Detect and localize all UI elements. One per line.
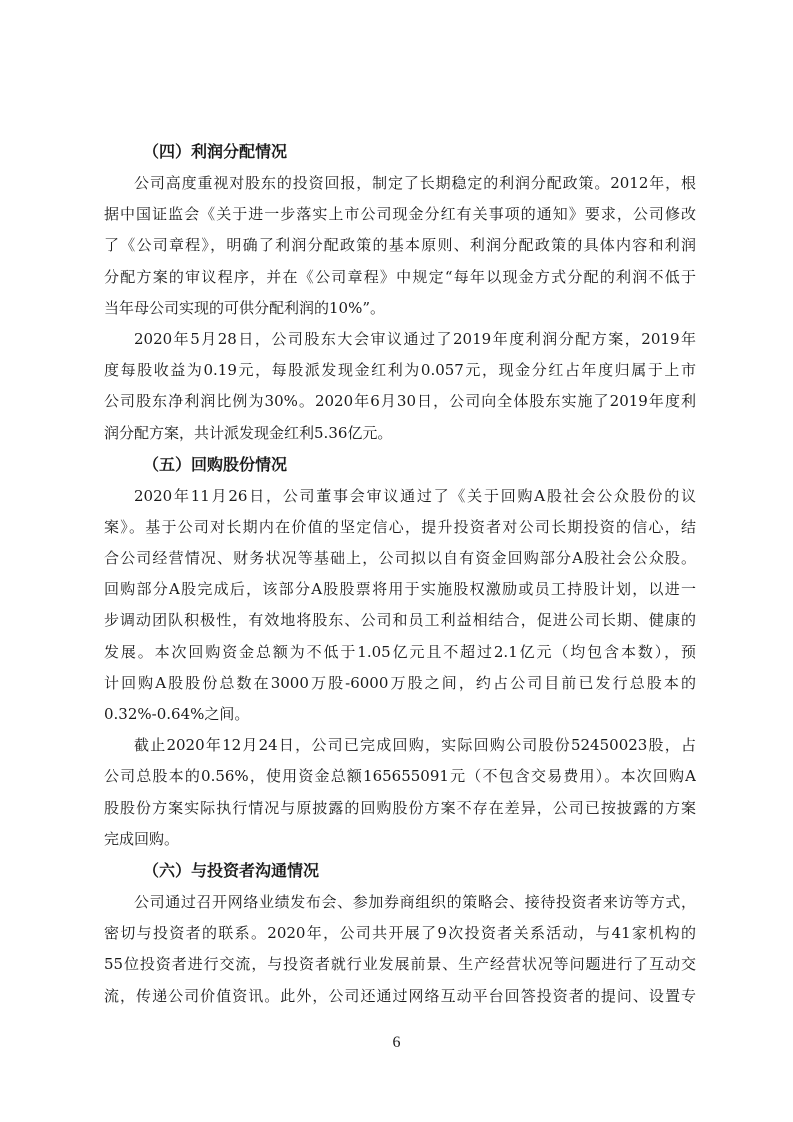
section-investor-communication — [104, 855, 696, 1012]
paragraph-buyback-completion — [104, 730, 696, 855]
text-line: 当年母公司实现的可供分配利润的10%”。 — [104, 298, 386, 317]
text-line: 55位投资者进行交流，与投资者就行业发展前景、生产经营状况等问题进行了互动交 — [104, 955, 696, 974]
paragraph-buyback-plan — [104, 481, 696, 731]
text-line: 公司高度重视对股东的投资回报，制定了长期稳定的利润分配政策。2012年，根 — [134, 174, 696, 192]
text-line: 截止2020年12月24日，公司已完成回购，实际回购公司股份52450023股，占 — [134, 736, 696, 755]
text-line: 据中国证监会《关于进一步落实上市公司现金分红有关事项的通知》要求，公司修改 — [104, 205, 696, 224]
text-line: 案》。基于公司对长期内在价值的坚定信心，提升投资者对公司长期投资的信心，结 — [104, 517, 696, 536]
paragraph-investor-relations — [104, 887, 696, 1012]
paragraph-profit-policy — [104, 168, 696, 324]
text-line: 0.32%-0.64%之间。 — [104, 705, 250, 723]
section-profit-distribution — [104, 136, 696, 449]
section-heading: （六）与投资者沟通情况 — [143, 860, 320, 880]
text-line: 2020年5月28日，公司股东大会审议通过了2019年度利润分配方案，2019年 — [134, 329, 696, 348]
text-line: 回购部分A股完成后，该部分A股股票将用于实施股权激励或员工持股计划，以进一 — [104, 580, 696, 599]
text-line: 润分配方案，共计派发现金红利5.36亿元。 — [104, 423, 393, 442]
page-number: 6 — [392, 1034, 401, 1051]
text-line: 度每股收益为0.19元，每股派发现金红利为0.057元，现金分红占年度归属于上市 — [104, 361, 696, 380]
text-line: 股股份方案实际执行情况与原披露的回购股份方案不存在差异，公司已按披露的方案 — [104, 798, 696, 817]
text-line: 流，传递公司价值资讯。此外，公司还通过网络互动平台回答投资者的提问、设置专 — [104, 986, 696, 1005]
text-line: 密切与投资者的联系。2020年，公司共开展了9次投资者关系活动，与41家机构的 — [104, 924, 696, 943]
document-page — [104, 136, 696, 1012]
text-line: 步调动团队积极性，有效地将股东、公司和员工利益相结合，促进公司长期、健康的 — [104, 611, 696, 630]
text-line: 完成回购。 — [104, 829, 180, 848]
text-line: 公司股东净利润比例为30%。2020年6月30日，公司向全体股东实施了2019年度利 — [104, 392, 696, 411]
text-line: 合公司经营情况、财务状况等基础上，公司拟以自有资金回购部分A股社会公众股。 — [104, 549, 696, 568]
text-line: 计回购A股股份总数在3000万股-6000万股之间，约占公司目前已发行总股本的 — [104, 673, 696, 692]
text-line: 2020年11月26日，公司董事会审议通过了《关于回购A股社会公众股份的议 — [134, 486, 696, 505]
text-line: 发展。本次回购资金总额为不低于1.05亿元且不超过2.1亿元（均包含本数），预 — [104, 642, 696, 661]
paragraph-2019-distribution — [104, 324, 696, 449]
section-share-buyback — [104, 449, 696, 855]
text-line: 公司通过召开网络业绩发布会、参加券商组织的策略会、接待投资者来访等方式， — [134, 892, 696, 911]
text-line: 了《公司章程》，明确了利润分配政策的基本原则、利润分配政策的具体内容和利润 — [104, 236, 696, 255]
text-line: 分配方案的审议程序，并在《公司章程》中规定“每年以现金方式分配的利润不低于 — [104, 267, 696, 286]
section-heading: （四）利润分配情况 — [143, 142, 288, 161]
section-heading: （五）回购股份情况 — [143, 454, 288, 474]
text-line: 公司总股本的0.56%，使用资金总额165655091元（不包含交易费用）。本次回购A — [104, 767, 696, 786]
